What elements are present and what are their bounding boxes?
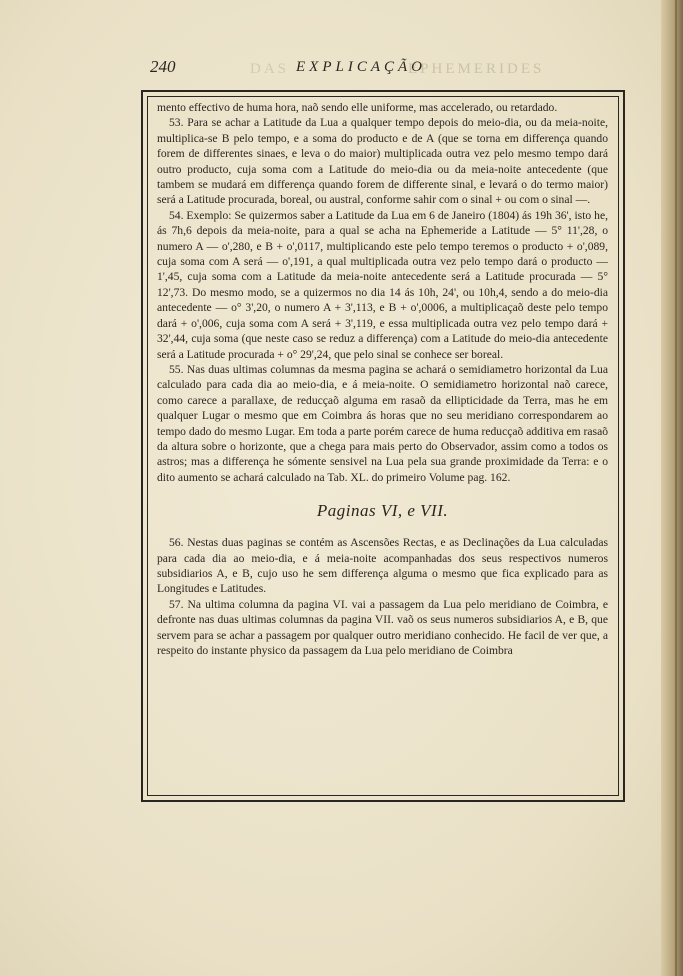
show-through-text-right: EPHEMERIDES [408,61,545,77]
paragraph-continued: mento effectivo de huma hora, naõ sendo elle uniforme, mas accelerado, ou retardado. [157,101,558,114]
section-title: Paginas VI, e VII. [316,501,449,521]
page-number: 240 [150,57,176,76]
running-head: EXPLICAÇÃO [296,59,426,75]
paragraph-57: 57. Na ultima columna da pagina VI. vai a passagem da Lua pelo meridiano de Coimbra, e defronte nas duas ultimas columnas da pagina VII. vaõ os seus numeros subsidiarios A, e B, que servem para se achar a passagem por qualquer outro meridiano conhecido. He facil de ver que, a respeito do instante physico da passagem da Lua pelo meridiano de Coimbra [157,597,608,657]
paragraph-54: 54. Exemplo: Se quizermos saber a Latitude da Lua em 6 de Janeiro (1804) ás 19h 36', isto he, ás 7h,6 depois da meia-noite, para a qual se acha na Ephemeride a Latitude — 5° 11',28, o numero A — o',280, e B + o',0117, multiplicando este pelo tempo teremos o producto + o',089, cuja soma com A será — o',191, a qual multiplicada outra vez pelo tempo dará o producto — 1',45, cuja soma com a Latitude da meia-noite antecedente será a Latitude procurada — 5° 12',73. Do mesmo modo, se a quizermos no dia 14 ás 10h, 24', ou 10h,4, sendo a do meio-dia antecedente — o° 3',20, o numero A + 3',113, e B + o',0006, a multiplicaçaõ deste pelo tempo dará + o',006, cuja soma com A será + 3',119, e essa multiplicada outra vez pelo tempo dará + 32',44, cuja soma (que neste caso se reduz a differença) com a Latitude do meio-dia antecedente será a Latitude procurada + o° 29',24, que pelo sinal se conhece ser boreal. [157,208,608,361]
paragraph-56: 56. Nestas duas paginas se contém as Ascensões Rectas, e as Declinações da Lua calculadas para cada dia ao meio-dia, e á meia-noite acompanhadas dos seus respectivos numeros subsidiarios A, e B, cujo uso he sem differença alguma o mesmo que fica explicado para as Longitudes e Latitudes. [157,536,608,596]
book-spine [661,0,683,976]
page-header [150,56,620,78]
spine-shadow [675,0,677,976]
paragraph-53: 53. Para se achar a Latitude da Lua a qualquer tempo depois do meio-dia, ou da meia-noite, multiplica-se B pelo tempo, e a soma do producto e de A (que se torna em differença quando forem de differentes sinaes, e leva o do maior) multiplicada outra vez pelo mesmo tempo dará outro producto, cuja soma com a Latitude do meio-dia ou da meia-noite antecedente (que tambem se mudará em differença quando forem de differente sinal, e levará o do termo maior) será a Latitude procurada, boreal, ou austral, conforme sahir com o sinal + ou com o sinal —. [157,116,608,207]
body-text [157,100,608,658]
show-through-text-left: DAS [250,61,290,77]
paragraph-55: 55. Nas duas ultimas columnas da mesma pagina se achará o semidiametro horizontal da Lua calculado para cada dia ao meio-dia, e á meia-noite. O semidiametro horizontal naõ carece, como carece a parallaxe, de reducçaõ alguma em rasaõ da ellipticidade da Terra, mas he em qualquer Lugar o mesmo que em Coimbra ás horas que no seu meridiano correspondarem ao tempo dado do mesmo Lugar. Em toda a parte porém carece de huma reducçaõ additiva em rasaõ da altura sobre o horizonte, que a chega para mais perto do Observador, assim como a todos os astros; mas a differença he sómente sensivel na Lua pela sua grande proximidade da Terra: e o dito aumento se achará calculado na Tab. XL. do primeiro Volume pag. 162. [157,362,609,484]
